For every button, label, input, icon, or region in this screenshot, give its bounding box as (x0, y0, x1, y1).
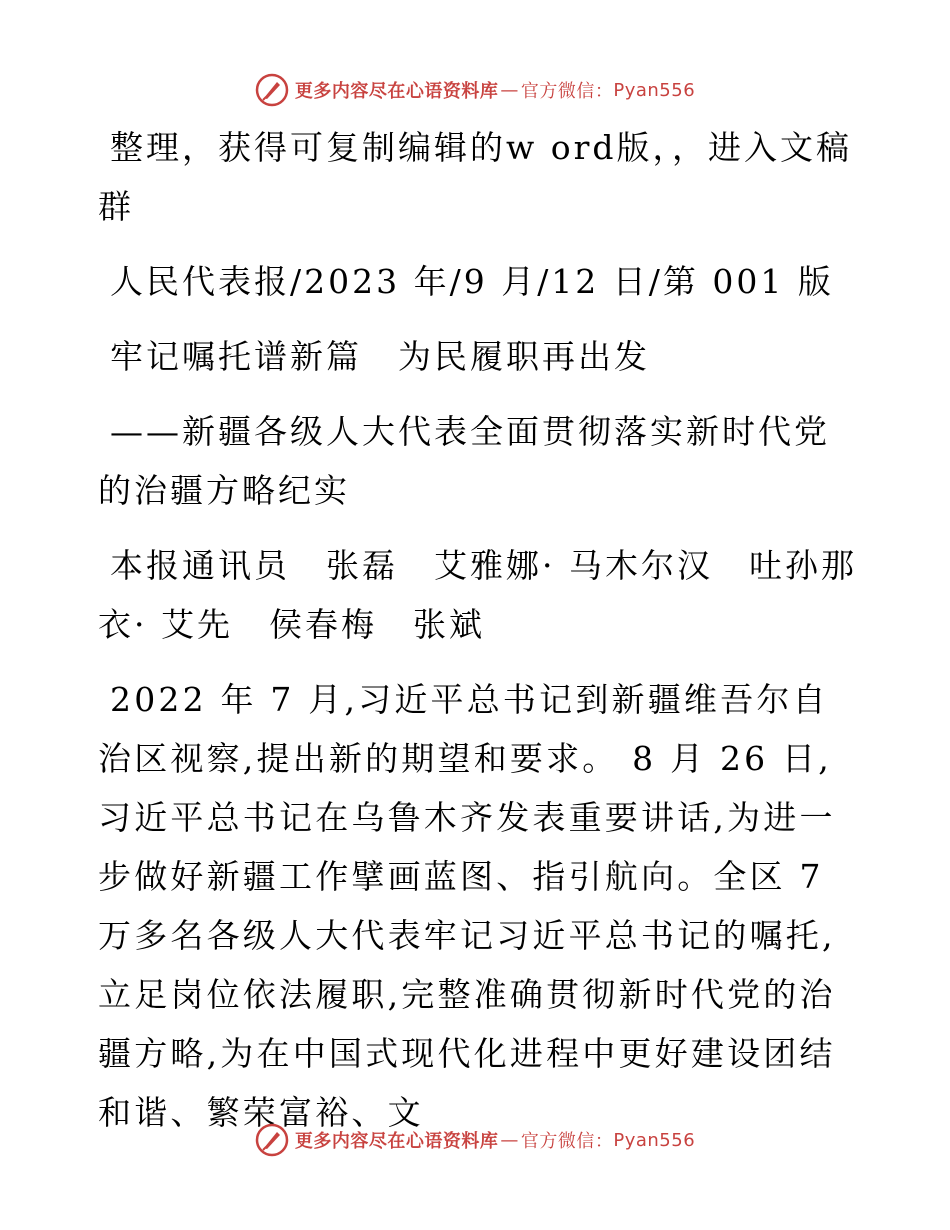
doc-byline: 本报通讯员 张磊 艾雅娜· 马木尔汉 吐孙那衣· 艾先 侯春梅 张斌 (98, 546, 857, 644)
watermark-wechat-id: Pyan556 (613, 1129, 696, 1151)
doc-body-paragraph: 2022 年 7 月,习近平总书记到新疆维吾尔自治区视察,提出新的期望和要求。 8 月 26 日,习近平总书记在乌鲁木齐发表重要讲话,为进一步做好新疆工作擘画蓝图、指引航向。全区 7 万多名各级人大代表牢记习近平总书记的嘱托,立足岗位依法履职,完整准确贯彻新时代党的治疆方略,为在中国式现代化进程中更好建设团结和谐、繁荣富裕、文 (98, 680, 836, 1132)
footer-watermark (0, 1120, 950, 1160)
watermark-official-label: 官方微信： (520, 1131, 614, 1152)
watermark-text (295, 77, 695, 103)
watermark-wechat-id: Pyan556 (613, 79, 696, 101)
watermark-dash: — (500, 79, 519, 101)
watermark-dash: — (500, 1129, 519, 1151)
document-body (98, 118, 858, 1142)
doc-source-line: 人民代表报/2023 年/9 月/12 日/第 001 版 (110, 262, 834, 301)
watermark-brand: 更多内容尽在心语资料库 (294, 1131, 499, 1152)
quill-logo-icon (255, 73, 289, 107)
watermark-brand: 更多内容尽在心语资料库 (294, 81, 499, 102)
watermark-official-label: 官方微信： (520, 81, 614, 102)
doc-subtitle: ——新疆各级人大代表全面贯彻落实新时代党的治疆方略纪实 (98, 412, 830, 510)
quill-logo-icon (255, 1123, 289, 1157)
header-watermark (0, 70, 950, 110)
doc-title: 牢记嘱托谱新篇 为民履职再出发 (110, 337, 650, 376)
watermark-text (295, 1127, 695, 1153)
doc-note: 整理，获得可复制编辑的w ord版，，进入文稿群 (98, 128, 853, 226)
